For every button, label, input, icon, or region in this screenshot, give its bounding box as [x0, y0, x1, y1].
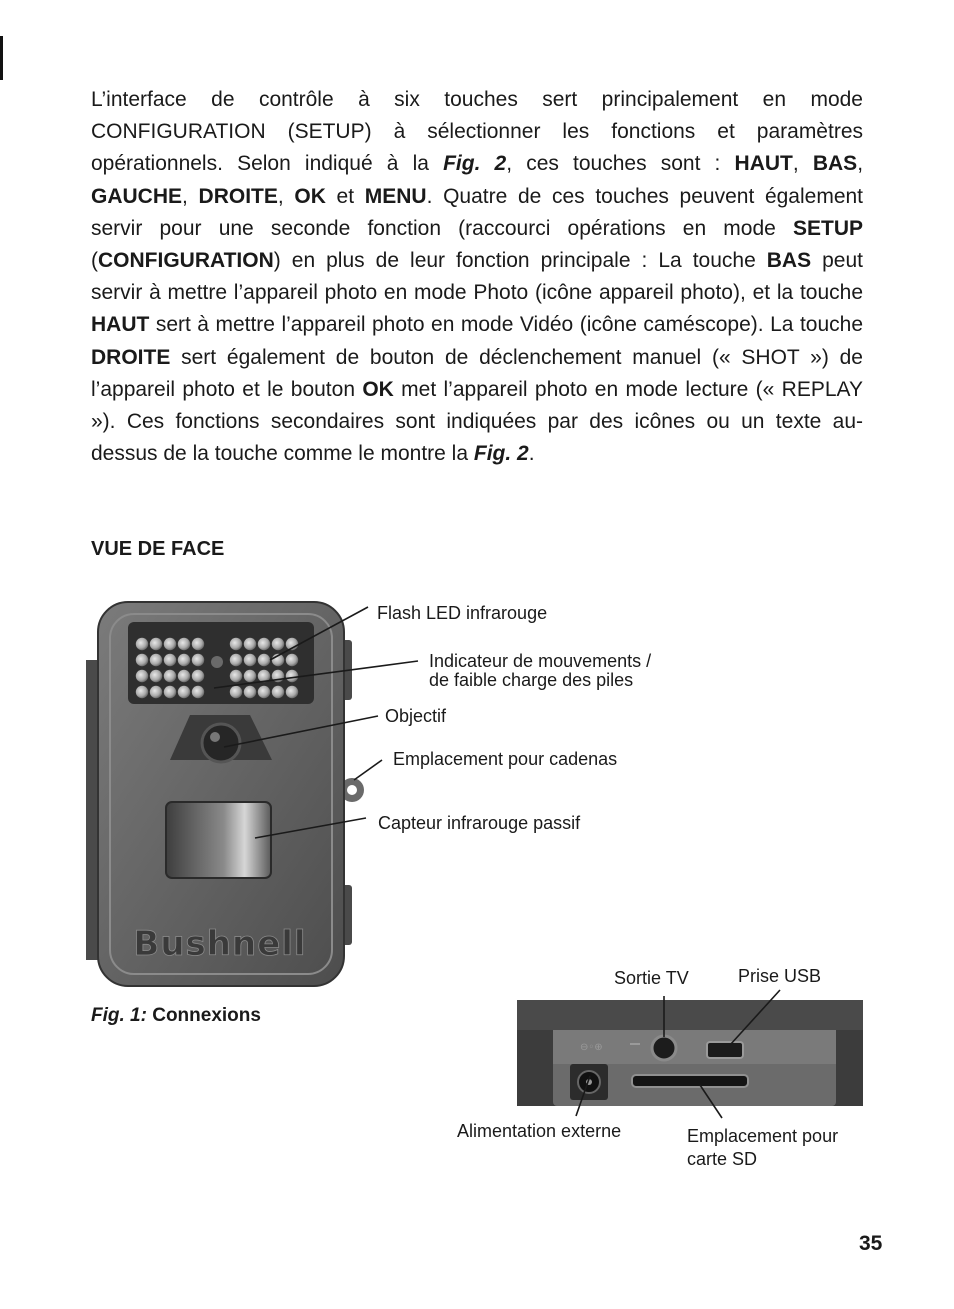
section-title: VUE DE FACE: [91, 538, 225, 560]
ir-led: [136, 654, 148, 666]
ir-led: [230, 670, 242, 682]
ir-led: [272, 686, 284, 698]
label-indicator-line1: Indicateur de mouvements /: [429, 651, 652, 671]
label-flash-led: Flash LED infrarouge: [377, 603, 548, 623]
ir-led: [178, 686, 190, 698]
ir-led: [258, 654, 270, 666]
lens: [202, 724, 240, 762]
ir-led: [244, 686, 256, 698]
label-sd-line2: carte SD: [687, 1149, 758, 1169]
ir-led: [150, 654, 162, 666]
ir-led: [178, 654, 190, 666]
ir-led: [150, 670, 162, 682]
body-paragraph: L’interface de contrôle à six touches sert principalement en mode CONFIGURATION (SETUP) à sélectionner les fonctions et paramètres opérationnels. Selon indiqué à la Fig. 2, ces touches sont : HAUT, BAS, GAUCHE, DROITE, OK et MENU. Quatre de ces touches peuvent également servir pour une seconde fonction (raccourci opérations en mode SETUP (CONFIGURATION) en plus de leur fonction principale : La touche BAS peut servir à mettre l’appareil photo en mode Photo (icône appareil photo), et la touche HAUT sert à mettre l’appareil photo en mode Vidéo (icône caméscope). La touche DROITE sert également de bouton de déclenchement manuel (« SHOT ») de l’appareil photo et le bouton OK met l’appareil photo en mode lecture (« REPLAY »). Ces fonctions secondaires sont indiquées par des icônes ou un texte au-dessus de la touche comme le montre la Fig. 2.: [91, 88, 864, 466]
ir-led: [192, 638, 204, 650]
ir-led: [286, 670, 298, 682]
ir-led: [258, 686, 270, 698]
ir-led: [286, 654, 298, 666]
ir-led: [178, 638, 190, 650]
tv-out-port: [652, 1036, 676, 1060]
bottom-view-illustration: [517, 1000, 863, 1106]
label-sd-line1: Emplacement pour: [687, 1126, 839, 1146]
ir-led: [230, 654, 242, 666]
ir-led: [178, 670, 190, 682]
ir-led: [150, 638, 162, 650]
ir-led: [136, 686, 148, 698]
ir-led: [164, 670, 176, 682]
ir-led: [244, 670, 256, 682]
ir-led: [230, 638, 242, 650]
label-pir: Capteur infrarouge passif: [378, 813, 581, 833]
ir-led: [164, 686, 176, 698]
ir-led: [150, 686, 162, 698]
indicator-led: [211, 656, 223, 668]
fig-reference: Fig. 2: [473, 442, 529, 466]
label-padlock: Emplacement pour cadenas: [393, 749, 618, 769]
ir-led: [192, 670, 204, 682]
ir-led: [164, 654, 176, 666]
ir-led: [230, 686, 242, 698]
ir-led: [286, 686, 298, 698]
sd-slot: [632, 1075, 748, 1087]
fig-reference: Fig. 2: [443, 152, 507, 176]
ir-led: [272, 638, 284, 650]
ir-led: [136, 638, 148, 650]
label-power: Alimentation externe: [457, 1121, 622, 1141]
ir-led: [164, 638, 176, 650]
brand-logo: Bushnell: [133, 924, 307, 964]
ir-led: [136, 670, 148, 682]
ir-led: [244, 654, 256, 666]
label-lens: Objectif: [385, 706, 447, 726]
ir-led: [258, 638, 270, 650]
label-indicator-line2: de faible charge des piles: [429, 670, 634, 690]
pir-sensor: [166, 802, 271, 878]
ir-led: [192, 654, 204, 666]
usb-port: [707, 1042, 743, 1058]
page-number: 35: [859, 1232, 883, 1255]
figure-caption: Fig. 1: Connexions: [91, 1005, 261, 1026]
ir-led: [192, 686, 204, 698]
label-tv-out: Sortie TV: [614, 968, 689, 988]
label-usb: Prise USB: [738, 966, 822, 986]
ir-led: [244, 638, 256, 650]
svg-text:⊖◦⊕: ⊖◦⊕: [580, 1042, 603, 1053]
